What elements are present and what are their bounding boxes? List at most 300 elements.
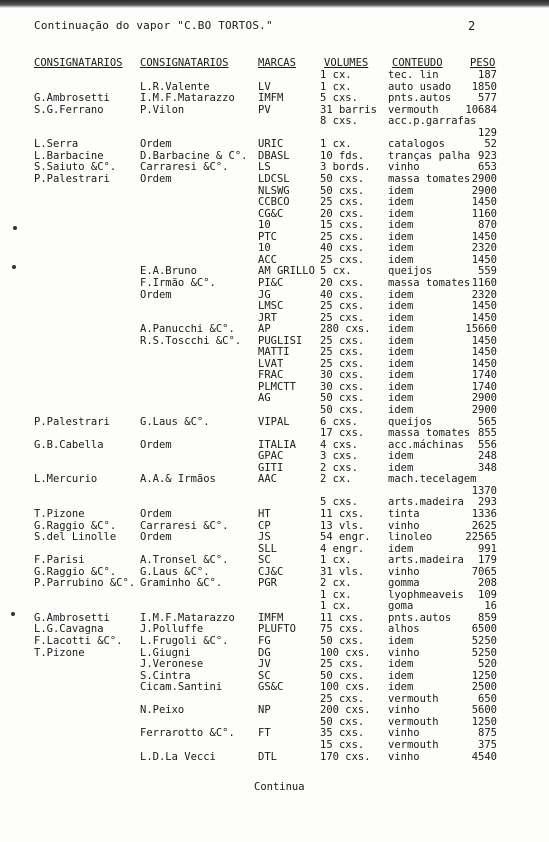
conteudo-cell: massa tomates: [388, 172, 471, 185]
marca-cell: LVAT: [258, 357, 284, 370]
volume-cell: 100 cxs.: [320, 681, 371, 694]
volume-cell: 1 cx.: [320, 554, 352, 567]
marca-cell: DG: [258, 646, 271, 659]
destinatario-cell: Ordem: [140, 531, 172, 543]
volume-cell: 50 cxs.: [320, 172, 365, 185]
marca-cell: AM GRILLO: [258, 265, 315, 278]
volume-cell: 280 cxs.: [320, 323, 371, 336]
peso-cell: 208: [478, 577, 497, 590]
volume-cell: 25 cxs.: [320, 357, 365, 370]
volume-cell: 30 cxs.: [320, 369, 365, 382]
table-row: [0, 520, 549, 532]
peso-cell: 1250: [471, 715, 497, 728]
peso-cell: 1450: [471, 196, 497, 209]
peso-cell: 2320: [471, 242, 497, 255]
marca-cell: LMSC: [258, 300, 284, 312]
marca-cell: LS: [258, 161, 271, 174]
marca-cell: PUGLISI: [258, 334, 303, 347]
consignatario-cell: L.Mercurio: [34, 473, 98, 486]
volume-cell: 25 cxs.: [320, 230, 365, 243]
volume-cell: 5 cxs.: [320, 92, 358, 105]
conteudo-cell: idem: [388, 404, 414, 416]
peso-cell: 859: [478, 611, 497, 624]
table-row: [0, 589, 549, 601]
consignatario-cell: G.Raggio &C°.: [34, 519, 117, 532]
marca-cell: 10: [258, 219, 271, 232]
consignatario-cell: G.B.Cabella: [34, 438, 104, 451]
volume-cell: 40 cxs.: [320, 242, 365, 255]
destinatario-cell: E.A.Bruno: [140, 265, 197, 278]
marca-cell: VIPAL: [258, 415, 290, 428]
continued-footer: Continua: [254, 781, 305, 793]
marca-cell: JRT: [258, 311, 277, 324]
destinatario-cell: R.S.Toscchi &C°.: [140, 334, 242, 347]
table-row: [0, 543, 549, 555]
marca-cell: PI&C: [258, 276, 284, 289]
consignatario-cell: L.G.Cavagna: [34, 623, 104, 636]
table-row: [0, 115, 549, 127]
volume-cell: 25 cxs.: [320, 692, 365, 705]
conteudo-cell: vinho: [388, 161, 420, 174]
peso-cell: 2625: [471, 519, 497, 532]
column-header-conteudo: CONTEUDO: [392, 57, 443, 69]
peso-cell: 855: [478, 427, 497, 440]
volume-cell: 40 cxs.: [320, 288, 365, 301]
table-row: [0, 577, 549, 589]
consignatario-cell: T.Pizone: [34, 507, 85, 520]
conteudo-cell: idem: [388, 242, 414, 255]
marca-cell: FRAC: [258, 369, 284, 382]
table-row: [0, 612, 549, 624]
destinatario-cell: Ordem: [140, 507, 172, 520]
marca-cell: AAC: [258, 473, 277, 486]
conteudo-cell: massa tomates: [388, 276, 471, 289]
peso-cell: 565: [478, 415, 497, 428]
document-title: Continuação do vapor "C.BO TORTOS.": [34, 19, 273, 32]
table-row: [0, 427, 549, 439]
table-row: [0, 450, 549, 462]
volume-cell: 11 cxs.: [320, 611, 365, 624]
conteudo-cell: vinho: [388, 565, 420, 578]
volume-cell: 15 cxs.: [320, 219, 365, 232]
table-row: [0, 312, 549, 324]
conteudo-cell: vinho: [388, 750, 420, 763]
peso-cell: 5250: [471, 635, 497, 647]
conteudo-cell: tec. lin: [388, 69, 439, 81]
peso-cell: 577: [478, 92, 497, 105]
consignatario-cell: G.Ambrosetti: [34, 92, 110, 105]
peso-cell: 2900: [471, 404, 497, 416]
conteudo-cell: idem: [388, 219, 414, 232]
destinatario-cell: J.Veronese: [140, 658, 204, 671]
volume-cell: 2 cx.: [320, 577, 352, 590]
volume-cell: 15 cxs.: [320, 738, 365, 751]
peso-cell: 2900: [471, 172, 497, 185]
volume-cell: 30 cxs.: [320, 380, 365, 393]
marca-cell: URIC: [258, 138, 284, 151]
destinatario-cell: G.Laus &C°.: [140, 415, 210, 428]
volume-cell: 31 barris: [320, 103, 377, 116]
table-row: [0, 716, 549, 728]
conteudo-cell: vermouth: [388, 103, 439, 116]
volume-cell: 20 cxs.: [320, 207, 365, 220]
peso-cell: 375: [478, 738, 497, 751]
conteudo-cell: vermouth: [388, 715, 439, 728]
volume-cell: 3 bords.: [320, 161, 371, 174]
conteudo-cell: idem: [388, 300, 414, 312]
peso-cell: 129: [478, 126, 497, 139]
marca-cell: CJ&C: [258, 565, 284, 578]
table-row: [0, 369, 549, 381]
volume-cell: 50 cxs.: [320, 715, 365, 728]
peso-cell: 293: [478, 496, 497, 509]
volume-cell: 100 cxs.: [320, 646, 371, 659]
column-header-consignatarios: CONSIGNATARIOS: [34, 57, 123, 69]
volume-cell: 170 cxs.: [320, 750, 371, 763]
conteudo-cell: vermouth: [388, 692, 439, 705]
marca-cell: PTC: [258, 230, 277, 243]
peso-cell: 2320: [471, 288, 497, 301]
volume-cell: 4 engr.: [320, 542, 365, 555]
marca-cell: PV: [258, 103, 271, 116]
peso-cell: 991: [478, 542, 497, 555]
volume-cell: 8 cxs.: [320, 115, 358, 128]
destinatario-cell: N.Peixo: [140, 704, 185, 717]
consignatario-cell: S.Saiuto &C°.: [34, 161, 117, 174]
consignatario-cell: T.Pizone: [34, 646, 85, 659]
peso-cell: 1250: [471, 669, 497, 682]
volume-cell: 25 cxs.: [320, 300, 365, 312]
column-header-marcas: MARCAS: [258, 57, 296, 69]
destinatario-cell: A.Tronsel &C°.: [140, 554, 229, 567]
destinatario-cell: L.D.La Vecci: [140, 750, 216, 763]
conteudo-cell: auto usado: [388, 80, 452, 93]
table-row: [0, 300, 549, 312]
marca-cell: ACC: [258, 253, 277, 266]
table-row: [0, 346, 549, 358]
volume-cell: 10 fds.: [320, 149, 365, 162]
peso-cell: 10684: [465, 103, 497, 116]
conteudo-cell: pnts.autos: [388, 92, 452, 105]
table-row: [0, 566, 549, 578]
conteudo-cell: idem: [388, 323, 414, 336]
table-row: [0, 485, 549, 497]
volume-cell: 25 cxs.: [320, 658, 365, 671]
destinatario-cell: Ordem: [140, 288, 172, 301]
consignatario-cell: S.G.Ferrano: [34, 103, 104, 116]
conteudo-cell: idem: [388, 196, 414, 209]
conteudo-cell: idem: [388, 380, 414, 393]
destinatario-cell: D.Barbacine & C°.: [140, 149, 248, 162]
peso-cell: 1450: [471, 230, 497, 243]
table-row: [0, 138, 549, 150]
marca-cell: DBASL: [258, 149, 290, 162]
volume-cell: 20 cxs.: [320, 276, 365, 289]
conteudo-cell: idem: [388, 450, 414, 463]
table-row: [0, 704, 549, 716]
volume-cell: 25 cxs.: [320, 334, 365, 347]
consignatario-cell: L.Barbacine: [34, 149, 104, 162]
consignatario-cell: F.Parisi: [34, 554, 85, 567]
volume-cell: 1 cx.: [320, 138, 352, 151]
peso-cell: 22565: [465, 531, 497, 543]
conteudo-cell: vinho: [388, 727, 420, 740]
table-row: [0, 335, 549, 347]
conteudo-cell: arts.madeira: [388, 496, 464, 509]
page-number: 2: [468, 19, 476, 33]
conteudo-cell: idem: [388, 346, 414, 359]
table-row: [0, 208, 549, 220]
scan-edge: [0, 0, 549, 8]
peso-cell: 5600: [471, 704, 497, 717]
conteudo-cell: tinta: [388, 507, 420, 520]
marca-cell: AP: [258, 323, 271, 336]
peso-cell: 2900: [471, 184, 497, 197]
peso-cell: 559: [478, 265, 497, 278]
table-row: [0, 681, 549, 693]
peso-cell: 2500: [471, 681, 497, 694]
marca-cell: SC: [258, 669, 271, 682]
table-row: [0, 104, 549, 116]
destinatario-cell: Graminho &C°.: [140, 577, 223, 590]
table-row: [0, 658, 549, 670]
destinatario-cell: A.Panucchi &C°.: [140, 323, 235, 336]
peso-cell: 653: [478, 161, 497, 174]
table-row: [0, 727, 549, 739]
consignatario-cell: F.Lacotti &C°.: [34, 635, 123, 647]
peso-cell: 556: [478, 438, 497, 451]
table-row: [0, 635, 549, 647]
peso-cell: 650: [478, 692, 497, 705]
conteudo-cell: linoleo: [388, 531, 433, 543]
volume-cell: 3 cxs.: [320, 450, 358, 463]
destinatario-cell: Ordem: [140, 172, 172, 185]
table-row: [0, 392, 549, 404]
conteudo-cell: idem: [388, 334, 414, 347]
table-row: [0, 693, 549, 705]
destinatario-cell: Ordem: [140, 138, 172, 151]
volume-cell: 75 cxs.: [320, 623, 365, 636]
volume-cell: 25 cxs.: [320, 253, 365, 266]
peso-cell: 1450: [471, 300, 497, 312]
marca-cell: PLMCTT: [258, 380, 296, 393]
destinatario-cell: L.Frugoli &C°.: [140, 635, 229, 647]
marca-cell: JV: [258, 658, 271, 671]
table-row: [0, 508, 549, 520]
conteudo-cell: acc.máchinas: [388, 438, 464, 451]
peso-cell: 1160: [471, 207, 497, 220]
marca-cell: CCBCO: [258, 196, 290, 209]
conteudo-cell: idem: [388, 311, 414, 324]
conteudo-cell: idem: [388, 542, 414, 555]
conteudo-cell: idem: [388, 461, 414, 474]
volume-cell: 17 cxs.: [320, 427, 365, 440]
volume-cell: 6 cxs.: [320, 415, 358, 428]
consignatario-cell: G.Raggio &C°.: [34, 565, 117, 578]
conteudo-cell: idem: [388, 253, 414, 266]
marca-cell: CP: [258, 519, 271, 532]
marca-cell: AG: [258, 392, 271, 405]
volume-cell: 1 cx.: [320, 80, 352, 93]
peso-cell: 4540: [471, 750, 497, 763]
table-row: [0, 173, 549, 185]
peso-cell: 348: [478, 461, 497, 474]
marca-cell: NP: [258, 704, 271, 717]
peso-cell: 923: [478, 149, 497, 162]
peso-cell: 1370: [471, 484, 497, 497]
column-header-destinatarios: CONSIGNATARIOS: [140, 57, 229, 69]
table-row: [0, 196, 549, 208]
table-row: [0, 254, 549, 266]
table-row: [0, 265, 549, 277]
table-row: [0, 185, 549, 197]
peso-cell: 870: [478, 219, 497, 232]
destinatario-cell: Carraresi &C°.: [140, 519, 229, 532]
marca-cell: 10: [258, 242, 271, 255]
table-row: [0, 127, 549, 139]
marca-cell: IMFM: [258, 92, 284, 105]
conteudo-cell: pnts.autos: [388, 611, 452, 624]
table-row: [0, 323, 549, 335]
peso-cell: 1450: [471, 253, 497, 266]
marca-cell: LV: [258, 80, 271, 93]
table-row: [0, 670, 549, 682]
destinatario-cell: P.Vilon: [140, 103, 185, 116]
table-row: [0, 439, 549, 451]
table-row: [0, 739, 549, 751]
conteudo-cell: idem: [388, 669, 414, 682]
table-row: [0, 623, 549, 635]
volume-cell: 1 cx.: [320, 588, 352, 601]
volume-cell: 13 vls.: [320, 519, 365, 532]
destinatario-cell: Carraresi &C°.: [140, 161, 229, 174]
table-row: [0, 600, 549, 612]
volume-cell: 2 cxs.: [320, 461, 358, 474]
peso-cell: 1160: [471, 276, 497, 289]
volume-cell: 25 cxs.: [320, 311, 365, 324]
peso-cell: 109: [478, 588, 497, 601]
peso-cell: 7065: [471, 565, 497, 578]
conteudo-cell: idem: [388, 635, 414, 647]
volume-cell: 1 cx.: [320, 600, 352, 613]
table-row: [0, 473, 549, 485]
table-row: [0, 416, 549, 428]
column-header-volumes: VOLUMES: [324, 57, 369, 69]
peso-cell: 520: [478, 658, 497, 671]
volume-cell: 5 cx.: [320, 265, 352, 278]
marca-cell: GS&C: [258, 681, 284, 694]
destinatario-cell: L.R.Valente: [140, 80, 210, 93]
volume-cell: 50 cxs.: [320, 404, 365, 416]
conteudo-cell: lyophmeaveis: [388, 588, 464, 601]
table-row: [0, 554, 549, 566]
conteudo-cell: gomma: [388, 577, 420, 590]
conteudo-cell: alhos: [388, 623, 420, 636]
conteudo-cell: tranças palha: [388, 149, 471, 162]
conteudo-cell: idem: [388, 369, 414, 382]
conteudo-cell: vinho: [388, 519, 420, 532]
conteudo-cell: idem: [388, 658, 414, 671]
peso-cell: 179: [478, 554, 497, 567]
marca-cell: SLL: [258, 542, 277, 555]
volume-cell: 35 cxs.: [320, 727, 365, 740]
marca-cell: GPAC: [258, 450, 284, 463]
conteudo-cell: vermouth: [388, 738, 439, 751]
peso-cell: 6500: [471, 623, 497, 636]
marca-cell: FT: [258, 727, 271, 740]
destinatario-cell: Ferrarotto &C°.: [140, 727, 235, 740]
conteudo-cell: vinho: [388, 704, 420, 717]
destinatario-cell: L.Giugni: [140, 646, 191, 659]
consignatario-cell: P.Palestrari: [34, 172, 110, 185]
peso-cell: 5250: [471, 646, 497, 659]
table-row: [0, 358, 549, 370]
peso-cell: 1740: [471, 369, 497, 382]
destinatario-cell: Ordem: [140, 438, 172, 451]
marca-cell: JG: [258, 288, 271, 301]
marca-cell: MATTI: [258, 346, 290, 359]
peso-cell: 1450: [471, 357, 497, 370]
consignatario-cell: L.Serra: [34, 138, 79, 151]
volume-cell: 25 cxs.: [320, 196, 365, 209]
table-row: [0, 231, 549, 243]
peso-cell: 1336: [471, 507, 497, 520]
table-row: [0, 81, 549, 93]
table-row: [0, 277, 549, 289]
volume-cell: 11 cxs.: [320, 507, 365, 520]
peso-cell: 1450: [471, 334, 497, 347]
conteudo-cell: idem: [388, 288, 414, 301]
conteudo-cell: idem: [388, 681, 414, 694]
conteudo-cell: arts.madeira: [388, 554, 464, 567]
conteudo-cell: catalogos: [388, 138, 445, 151]
consignatario-cell: S.del Linolle: [34, 531, 117, 543]
volume-cell: 1 cx.: [320, 69, 352, 81]
marca-cell: IMFM: [258, 611, 284, 624]
marca-cell: NLSWG: [258, 184, 290, 197]
table-row: [0, 289, 549, 301]
table-row: [0, 92, 549, 104]
peso-cell: 1450: [471, 311, 497, 324]
table-row: [0, 150, 549, 162]
conteudo-cell: massa tomates: [388, 427, 471, 440]
conteudo-cell: queijos: [388, 415, 433, 428]
marca-cell: JS: [258, 531, 271, 543]
table-row: [0, 242, 549, 254]
volume-cell: 25 cxs.: [320, 346, 365, 359]
conteudo-cell: queijos: [388, 265, 433, 278]
peso-cell: 1450: [471, 346, 497, 359]
destinatario-cell: A.A.& Irmãos: [140, 473, 216, 486]
volume-cell: 50 cxs.: [320, 635, 365, 647]
peso-cell: 2900: [471, 392, 497, 405]
destinatario-cell: S.Cintra: [140, 669, 191, 682]
table-row: [0, 219, 549, 231]
table-row: [0, 404, 549, 416]
conteudo-cell: idem: [388, 392, 414, 405]
table-row: [0, 496, 549, 508]
table-row: [0, 381, 549, 393]
marca-cell: ITALIA: [258, 438, 296, 451]
volume-cell: 200 cxs.: [320, 704, 371, 717]
consignatario-cell: G.Ambrosetti: [34, 611, 110, 624]
volume-cell: 4 cxs.: [320, 438, 358, 451]
table-row: [0, 647, 549, 659]
marca-cell: DTL: [258, 750, 277, 763]
marca-cell: PLUFTO: [258, 623, 296, 636]
conteudo-cell: goma: [388, 600, 414, 613]
peso-cell: 52: [484, 138, 497, 151]
